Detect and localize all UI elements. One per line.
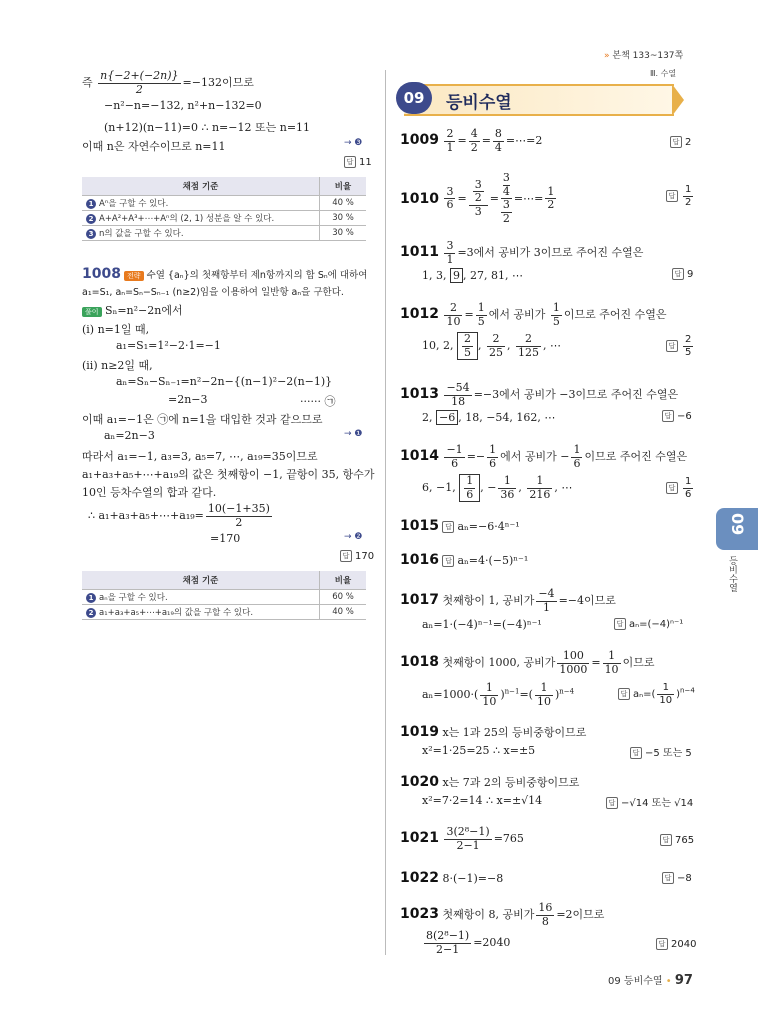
answer-icon: 답: [630, 747, 642, 759]
fraction: $\frac{10(-1+35)}{2}$: [207, 502, 270, 529]
fraction: $\frac{1}{2}$: [685, 184, 692, 208]
solution-line-9: 따라서 a₁=−1, a₃=3, a₅=7, ⋯, a₁₉=35이므로: [82, 450, 318, 463]
problem-1009: 1009 $\frac{2}{1}$ = $\frac{4}{2}$ = $\frac{8}{4}$ =⋯=2: [400, 127, 543, 154]
answer-1017: 답 aₙ=(−4)ⁿ⁻¹: [614, 618, 683, 630]
problem-number: 1020: [400, 774, 439, 790]
answer-icon: 답: [660, 834, 672, 846]
left-line-3: (n+12)(n−11)=0 ∴ n=−12 또는 n=11: [104, 121, 311, 134]
solution-line-4: (ⅱ) n≥2일 때,: [82, 359, 153, 372]
answer-1019: 답 −5 또는 5: [630, 744, 692, 759]
problem-1020-eq: x²=7·2=14 ∴ x=±√14: [422, 794, 543, 807]
answer-1009: 답 2: [670, 136, 691, 148]
answer-icon: 답: [672, 268, 684, 280]
answer-icon: 답: [340, 550, 352, 562]
section-number-badge: 09: [396, 82, 432, 114]
problem-number: 1008: [82, 266, 121, 282]
table-row: 1 aₙ을 구할 수 있다. 60 %: [82, 590, 366, 605]
fraction: $\frac{2}{1}$: [446, 127, 454, 154]
solution-line-13: =170: [210, 532, 241, 545]
page-ref: » 본책 133~137쪽: [604, 51, 684, 61]
fraction: $\frac{16}{8}$: [538, 901, 553, 928]
section-title: 등비수열: [446, 93, 512, 113]
answer-1021: 답 765: [660, 834, 694, 846]
nested-fraction: $\frac{\frac{3}{2}}{3}$: [469, 179, 488, 219]
side-tab-text: 등비수열: [727, 556, 737, 592]
fraction: $\frac{1}{10}$: [482, 681, 497, 708]
problem-1013-seq: 2, −6 , 18, −54, 162, ⋯: [422, 411, 556, 424]
footer-dot: •: [665, 976, 672, 987]
answer-icon: 답: [666, 340, 678, 352]
answer-170: 답 170: [340, 550, 374, 562]
answer-1011: 답 9: [672, 268, 693, 280]
step-marker: → ❶: [344, 429, 363, 439]
problem-1012: 1012 $\frac{2}{10}$ = $\frac{1}{5}$ 에서 공비가 $\frac{1}{5}$ 이므로 주어진 수열은: [400, 301, 667, 328]
fraction: $\frac{2}{25}$: [488, 332, 503, 359]
answer-11: 답 11: [344, 156, 372, 168]
table-row: 3 n의 값을 구할 수 있다. 30 %: [82, 226, 366, 241]
problem-number: 1010: [400, 190, 439, 207]
answer-icon: 답: [344, 156, 356, 168]
nested-fraction: 3 4 3 2: [502, 171, 510, 225]
problem-number: 1021: [400, 830, 439, 847]
problem-number: 1011: [400, 244, 439, 261]
answer-1013: 답 −6: [662, 410, 692, 422]
table-row: 2 A+A²+A³+⋯+Aⁿ의 (2, 1) 성분을 알 수 있다. 30 %: [82, 211, 366, 226]
solution-line-6: =2n−3: [168, 393, 208, 406]
problem-number: 1013: [400, 386, 439, 403]
criteria-table-2: [82, 571, 366, 620]
solution-tag: 풀이: [82, 307, 102, 317]
fraction: $\frac{1}{6}$: [685, 476, 692, 500]
problem-1023: 1023 첫째항이 8, 공비가 $\frac{16}{8}$ =2이므로: [400, 901, 605, 928]
solution-line-1: 풀이 Sₙ=n²−2n에서: [82, 302, 183, 318]
answer-1023: 답 2040: [656, 938, 696, 950]
answer-icon: 답: [606, 797, 618, 809]
problem-1019-eq: x²=1·25=25 ∴ x=±5: [422, 744, 536, 757]
solution-line-2: (ⅰ) n=1일 때,: [82, 323, 150, 336]
answer-1014: [666, 476, 695, 500]
fraction: $\frac{2}{5}$: [685, 334, 692, 358]
equation-mark: ······ ㉠: [300, 395, 336, 408]
column-divider: [385, 70, 386, 955]
problem-1022: 1022 8·(−1)=−8: [400, 870, 504, 886]
page-number: 97: [674, 973, 693, 988]
problem-1020: 1020 x는 7과 2의 등비중항이므로: [400, 774, 580, 790]
fraction: $\frac{1}{5}$: [552, 301, 560, 328]
problem-1017: 1017 첫째항이 1, 공비가 $\frac{-4}{1}$ =−4이므로: [400, 587, 616, 614]
problem-1017-eq: aₙ=1·(−4)ⁿ⁻¹=(−4)ⁿ⁻¹: [422, 618, 542, 631]
answer-1012: [666, 334, 695, 358]
left-line-2: −n²−n=−132, n²+n−132=0: [104, 99, 262, 112]
ratio-header: 비율: [320, 177, 367, 196]
fraction: $\frac{1}{6}$: [573, 443, 581, 470]
strategy-tag: 전략: [124, 271, 144, 281]
left-line-1: 즉 $\frac{n\{-2+(-2n)\}}{2}$ =−132이므로: [82, 69, 254, 96]
problem-number: 1016: [400, 552, 439, 568]
answer-icon: 답: [618, 688, 630, 700]
problem-1014-seq: 6, −1, $\frac{1}{6}$ , − $\frac{1}{36}$ , $\frac{1}{216}$ , ⋯: [422, 474, 573, 501]
criteria-header: 채점 기준: [82, 571, 320, 590]
fraction: $\frac{3}{6}$: [446, 184, 454, 212]
problem-number: 1019: [400, 724, 439, 740]
fraction: $\frac{100}{1000}$: [559, 649, 588, 676]
fraction: $\frac{1}{216}$: [529, 474, 551, 501]
fraction: $\frac{1}{36}$: [500, 474, 515, 501]
answer-1020: 답 −√14 또는 √14: [606, 794, 693, 809]
table-row: 1 Aⁿ을 구할 수 있다. 40 %: [82, 196, 366, 211]
solution-line-12: ∴ a₁+a₃+a₅+⋯+a₁₉= $\frac{10(-1+35)}{2}$: [88, 502, 270, 529]
fraction: $\frac{2}{125}$: [517, 332, 539, 359]
fraction: $\frac{4}{2}$: [470, 127, 478, 154]
answer-icon: 답: [614, 618, 626, 630]
answer-icon: 답: [656, 938, 668, 950]
step-marker: → ❷: [344, 532, 363, 542]
footer-label: 09 등비수열: [608, 976, 663, 987]
fraction: $\frac{\text{3(2⁸−1)}}{2-1}$: [446, 825, 490, 852]
strategy-line-2: a₁=S₁, aₙ=Sₙ−Sₙ₋₁ (n≥2)임을 이용하여 일반항 aₙ을 구한다.: [82, 287, 344, 298]
problem-1011: 1011 $\frac{3}{1}$ =3에서 공비가 3이므로 주어진 수열은: [400, 239, 644, 266]
problem-1019: 1019 x는 1과 25의 등비중항이므로: [400, 724, 587, 740]
solution-line-3: a₁=S₁=1²−2·1=−1: [116, 339, 221, 352]
problem-1014: 1014 $\frac{-1}{6}$ =− $\frac{1}{6}$ 에서 공비가 − $\frac{1}{6}$ 이므로 주어진 수열은: [400, 443, 688, 470]
problem-1010: 1010 $\frac{3}{6}$ = $\frac{\frac{3}{2}}{3}$ = 3 4 3 2 =⋯= $\frac{1}{2}$: [400, 171, 555, 225]
problem-1018: 1018 첫째항이 1000, 공비가 $\frac{100}{1000}$ = $\frac{1}{10}$ 이므로: [400, 649, 655, 676]
ratio-header: 비율: [320, 571, 367, 590]
boxed-term: 9: [450, 268, 463, 283]
solution-line-11: 10인 등차수열의 합과 같다.: [82, 486, 217, 499]
fraction: $\frac{2}{10}$: [446, 301, 461, 328]
answer-1018: 답 aₙ=( $\frac{1}{10}$ )$^{n-4}$: [618, 682, 695, 706]
answer-1022: 답 −8: [662, 872, 692, 884]
answer-icon: 답: [442, 521, 454, 533]
table-row: 2 a₁+a₃+a₅+⋯+a₁₉의 값을 구할 수 있다. 40 %: [82, 605, 366, 620]
problem-1008-header: 1008 전략 수열 {aₙ}의 첫째항부터 제n항까지의 합 Sₙ에 대하여: [82, 266, 368, 282]
problem-number: 1023: [400, 906, 439, 923]
solution-line-5: aₙ=Sₙ−Sₙ₋₁=n²−2n−{(n−1)²−2(n−1)}: [116, 375, 333, 388]
problem-1021: 1021 $\frac{\text{3(2⁸−1)}}{2-1}$ =765: [400, 825, 524, 852]
side-tab-number: 09: [728, 513, 747, 536]
problem-number: 1015: [400, 518, 439, 534]
solution-line-7: 이때 a₁=−1은 ㉠에 n=1을 대입한 것과 같으므로: [82, 413, 323, 426]
problem-1015: 1015 답 aₙ=−6·4ⁿ⁻¹: [400, 518, 520, 534]
fraction: $\frac{3}{1}$: [446, 239, 454, 266]
problem-1013: 1013 $\frac{-54}{18}$ =−3에서 공비가 −3이므로 주어진 수열은: [400, 381, 679, 408]
arrow-icon: »: [604, 51, 610, 61]
section-banner: [396, 80, 690, 118]
banner-arrow: [672, 84, 684, 116]
problem-1023-eq: $\frac{\text{8(2⁸−1)}}{2-1}$ =2040: [426, 929, 511, 956]
fraction: $\frac{-4}{1}$: [538, 587, 555, 614]
criteria-table-1: [82, 177, 366, 241]
problem-1018-eq: aₙ=1000·( $\frac{1}{10}$ )$^{n-1}$=( $\frac{1}{10}$ )$^{n-4}$: [422, 681, 575, 708]
fraction: $\frac{\text{8(2⁸−1)}}{2-1}$: [426, 929, 470, 956]
fraction: $\frac{1}{10}$: [536, 681, 551, 708]
answer-icon: 답: [662, 872, 674, 884]
criteria-header: 채점 기준: [82, 177, 320, 196]
fraction: $\frac{1}{5}$: [477, 301, 485, 328]
problem-number: 1018: [400, 654, 439, 671]
answer-icon: 답: [662, 410, 674, 422]
fraction: $\frac{n\{-2+(-2n)\}}{2}$: [100, 69, 179, 96]
boxed-term: $\frac{2}{5}$: [457, 332, 478, 360]
problem-number: 1012: [400, 306, 439, 323]
boxed-term: $\frac{1}{6}$: [459, 474, 480, 502]
problem-number: 1017: [400, 592, 439, 609]
answer-icon: 답: [666, 482, 678, 494]
chapter-label: Ⅲ. 수열: [650, 69, 677, 78]
problem-number: 1022: [400, 870, 439, 886]
fraction: $\frac{1}{6}$: [489, 443, 497, 470]
footer: [608, 972, 693, 988]
fraction: $\frac{8}{4}$: [494, 127, 502, 154]
left-line-4: 이때 n은 자연수이므로 n=11: [82, 140, 226, 153]
side-tab: [716, 508, 758, 550]
solution-line-10: a₁+a₃+a₅+⋯+a₁₉의 값은 첫째항이 −1, 끝항이 35, 항수가: [82, 468, 375, 481]
problem-number: 1009: [400, 132, 439, 149]
fraction: $\frac{1}{10}$: [604, 649, 619, 676]
answer-icon: 답: [670, 136, 682, 148]
fraction: $\frac{-54}{18}$: [446, 381, 470, 408]
fraction: $\frac{1}{10}$: [659, 682, 673, 706]
solution-line-8: aₙ=2n−3: [104, 429, 155, 442]
problem-number: 1014: [400, 448, 439, 465]
problem-1016: 1016 답 aₙ=4·(−5)ⁿ⁻¹: [400, 552, 529, 568]
answer-1010: [666, 184, 695, 208]
banner-bg: [404, 84, 674, 116]
fraction: $\frac{1}{2}$: [547, 184, 555, 212]
problem-1011-seq: 1, 3, 9 , 27, 81, ⋯: [422, 269, 523, 282]
answer-icon: 답: [442, 555, 454, 567]
step-marker: → ❸: [344, 138, 363, 148]
problem-1012-seq: 10, 2, $\frac{2}{5}$ , $\frac{2}{25}$ , $\frac{2}{125}$ , ⋯: [422, 332, 561, 359]
boxed-term: −6: [436, 410, 458, 425]
answer-icon: 답: [666, 190, 678, 202]
fraction: $\frac{-1}{6}$: [446, 443, 463, 470]
